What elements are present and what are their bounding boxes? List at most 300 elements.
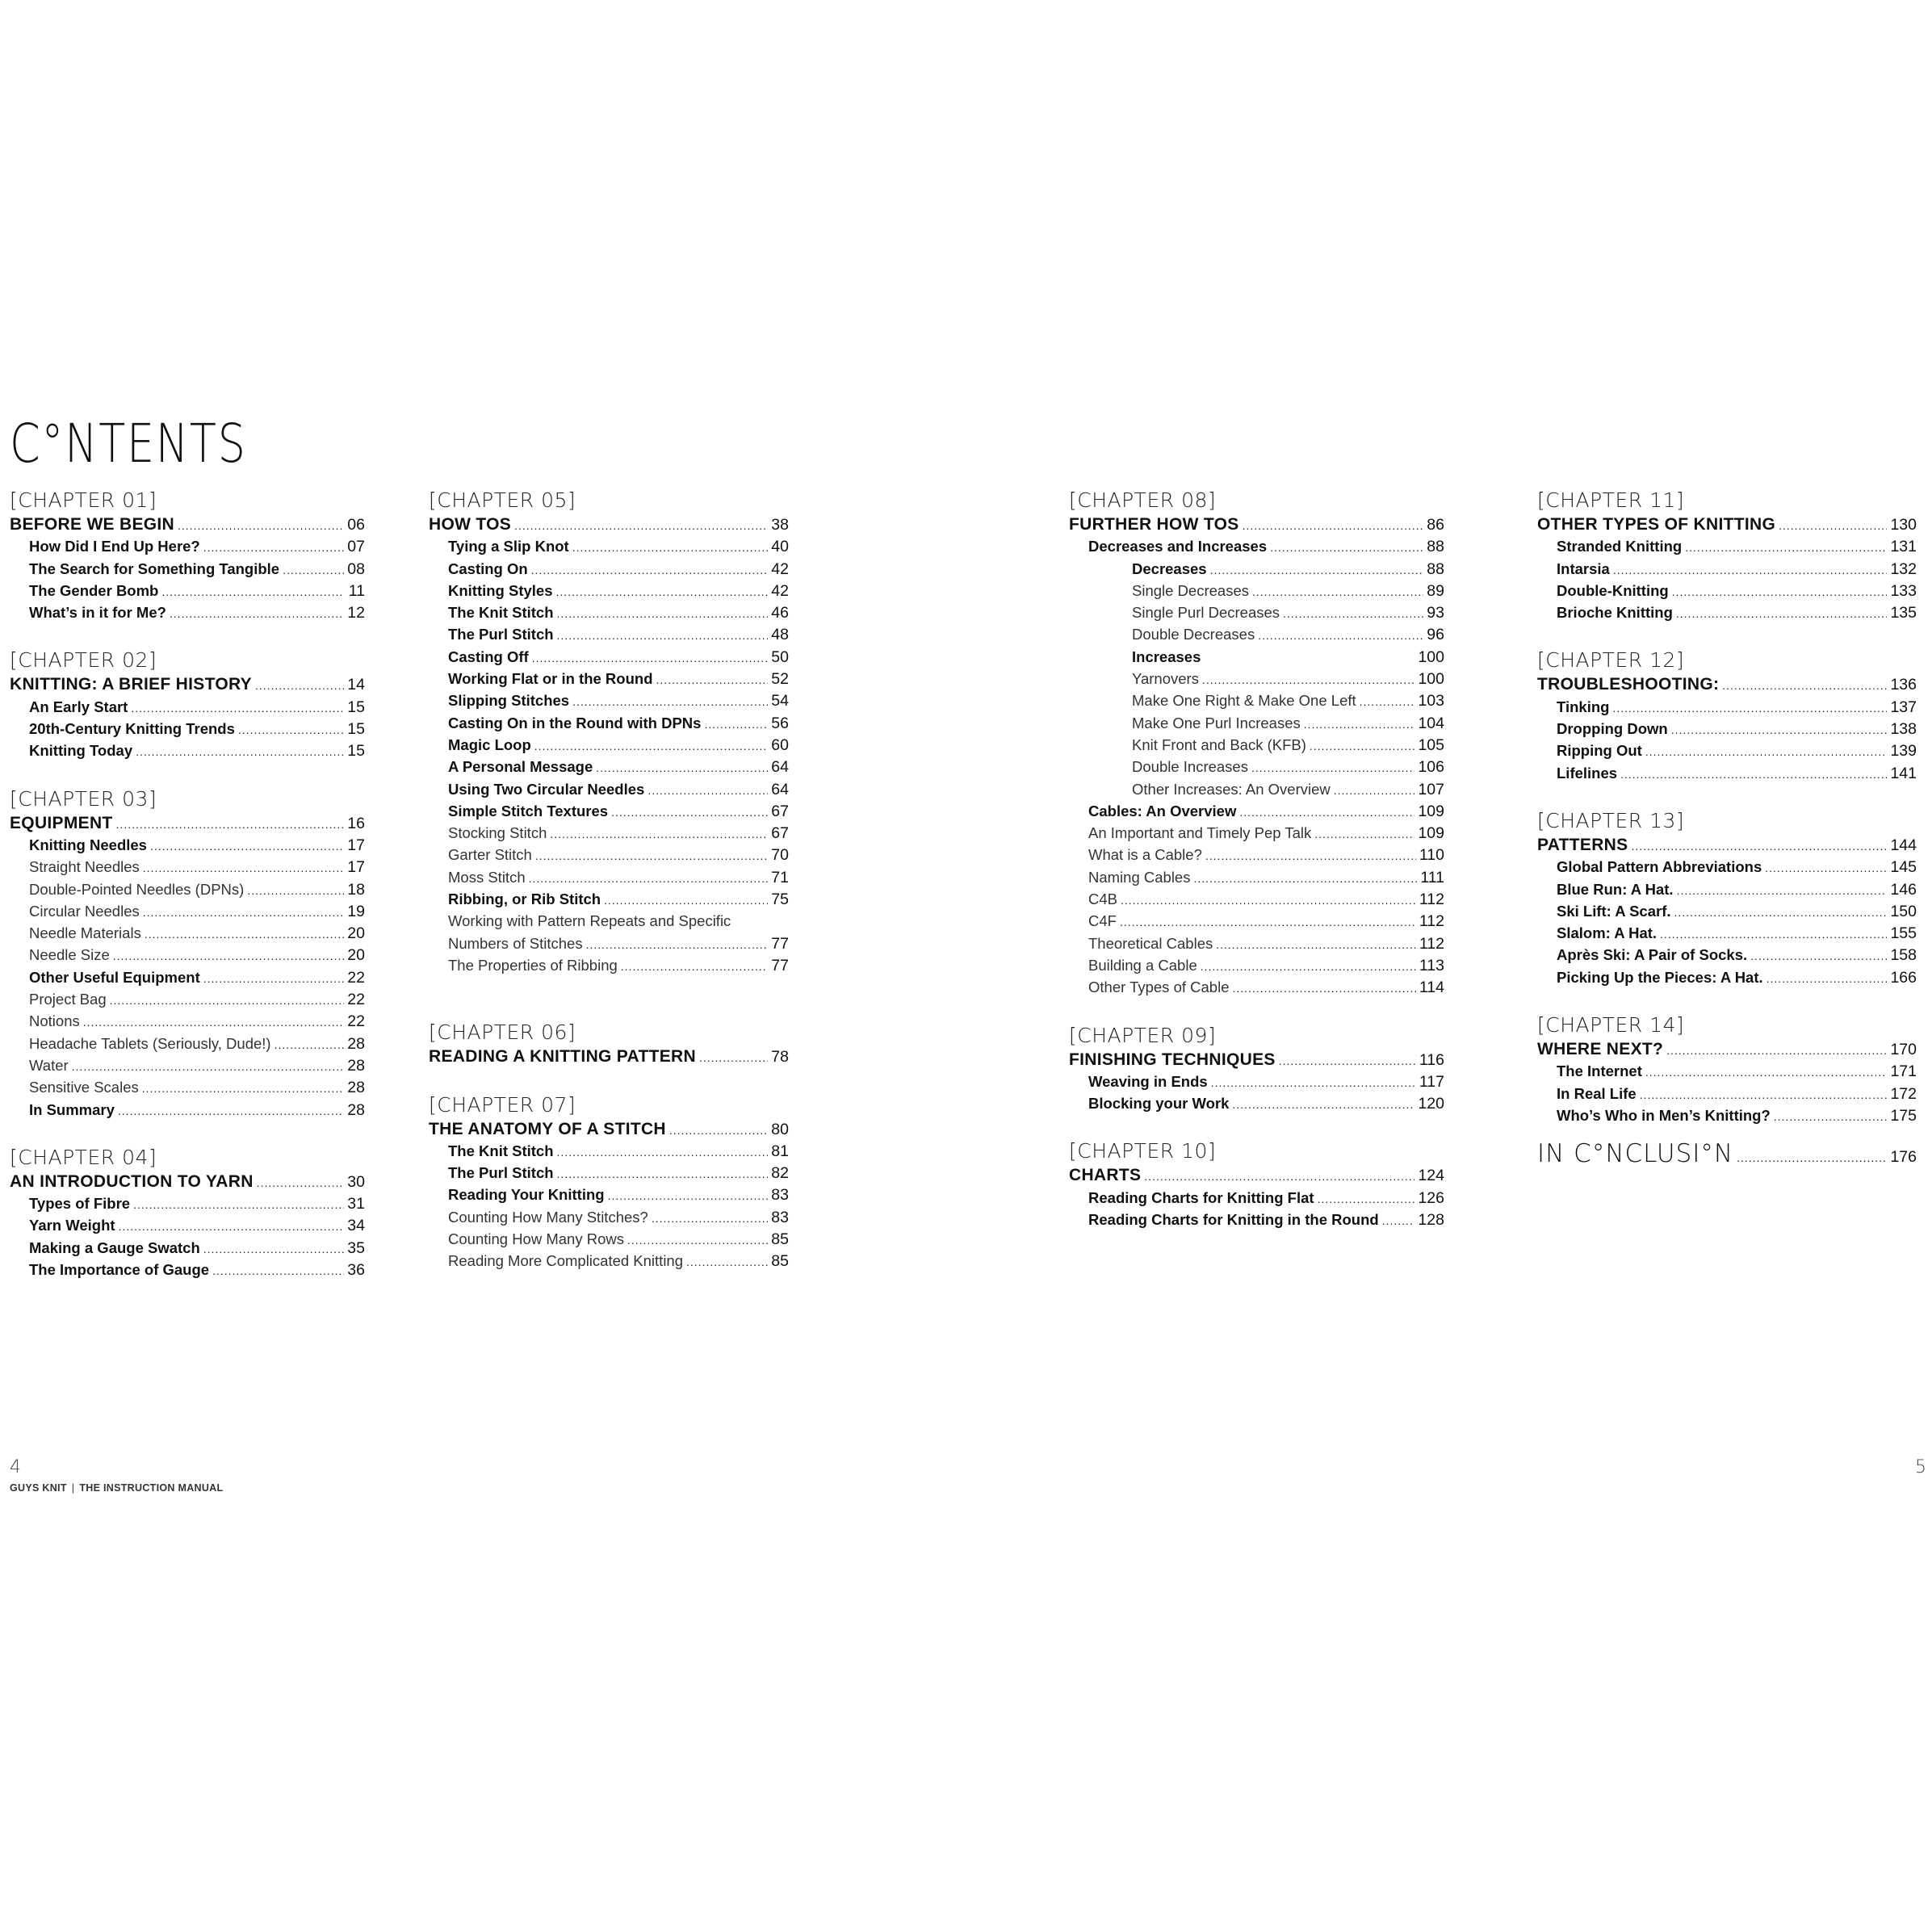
- entry-title: Picking Up the Pieces: A Hat.: [1557, 968, 1763, 986]
- dot-leader: [532, 647, 768, 669]
- toc-entry[interactable]: [10, 1054, 365, 1076]
- entry-page-number: 17: [347, 858, 365, 877]
- chapter-title-entry[interactable]: [10, 513, 365, 535]
- toc-entry[interactable]: [1537, 558, 1917, 580]
- entry-page-number: 107: [1418, 780, 1444, 798]
- chapter-title-entry[interactable]: [10, 812, 365, 834]
- chapter-title-entry[interactable]: [429, 1046, 789, 1067]
- dot-leader: [1677, 880, 1888, 902]
- entry-title: Slalom: A Hat.: [1557, 924, 1657, 942]
- entry-page-number: 104: [1418, 714, 1444, 732]
- entry-page-number: 77: [771, 934, 789, 953]
- entry-page-number: 40: [771, 538, 789, 556]
- dot-leader: [170, 603, 344, 625]
- chapter-title-entry[interactable]: [1069, 1164, 1444, 1186]
- dot-leader: [1310, 736, 1415, 757]
- entry-page-number: 19: [347, 902, 365, 920]
- dot-leader: [1360, 691, 1415, 713]
- toc-entry[interactable]: [10, 718, 365, 740]
- entry-title: The Purl Stitch: [448, 1164, 554, 1182]
- dot-leader: [608, 1185, 768, 1207]
- entry-title: Single Decreases: [1132, 581, 1249, 599]
- dot-leader: [1121, 890, 1416, 912]
- toc-entry[interactable]: [429, 689, 789, 711]
- entry-title: Casting On in the Round with DPNs: [448, 714, 702, 731]
- dot-leader: [534, 736, 768, 757]
- toc-entry[interactable]: [429, 822, 789, 844]
- entry-title: Types of Fibre: [29, 1195, 131, 1213]
- entry-title: Global Pattern Abbreviations: [1557, 858, 1762, 876]
- entry-page-number: 15: [347, 742, 365, 761]
- entry-page-number: 146: [1890, 880, 1917, 899]
- chapter-section: [429, 1092, 789, 1272]
- dot-leader: [1779, 515, 1887, 537]
- entry-page-number: 28: [347, 1079, 365, 1097]
- entry-title: Counting How Many Stitches?: [448, 1208, 648, 1226]
- chapter-title-entry[interactable]: [1537, 834, 1917, 856]
- entry-title: Making a Gauge Swatch: [29, 1238, 200, 1256]
- toc-entry[interactable]: [10, 856, 365, 878]
- toc-entry[interactable]: [1069, 734, 1444, 756]
- dot-leader: [586, 934, 768, 956]
- toc-entry[interactable]: [1069, 623, 1444, 645]
- entry-title: Double-Knitting: [1557, 581, 1669, 599]
- toc-entry[interactable]: [10, 966, 365, 988]
- chapter-label: [CHAPTER 10]: [1069, 1139, 1217, 1163]
- dot-leader: [257, 1172, 344, 1194]
- entry-page-number: 117: [1419, 1072, 1444, 1091]
- entry-title: TROUBLESHOOTING:: [1537, 675, 1720, 694]
- entry-title: Reading Charts for Knitting in the Round: [1088, 1211, 1379, 1229]
- entry-title: In Real Life: [1557, 1084, 1637, 1102]
- footer-separator: |: [71, 1482, 75, 1494]
- toc-entry[interactable]: [429, 844, 789, 865]
- toc-entry[interactable]: [429, 800, 789, 822]
- entry-title: PATTERNS: [1537, 835, 1628, 854]
- toc-entry[interactable]: [1537, 1060, 1917, 1082]
- chapter-label: [CHAPTER 02]: [10, 648, 157, 673]
- dot-leader: [145, 924, 344, 945]
- toc-entry[interactable]: [1069, 1071, 1444, 1092]
- footer-book-title: GUYS KNIT: [10, 1482, 67, 1494]
- toc-entry[interactable]: [10, 535, 365, 557]
- toc-entry[interactable]: [1537, 718, 1917, 740]
- dot-leader: [604, 890, 768, 912]
- entry-page-number: 18: [347, 880, 365, 899]
- entry-page-number: 145: [1890, 858, 1917, 877]
- toc-column-3: [1069, 488, 1444, 1230]
- toc-entry[interactable]: [10, 580, 365, 601]
- toc-entry[interactable]: [429, 580, 789, 601]
- entry-title: Garter Stitch: [448, 846, 532, 864]
- dot-leader: [1205, 845, 1416, 867]
- entry-page-number: 133: [1890, 581, 1917, 600]
- entry-title: Sensitive Scales: [29, 1079, 139, 1096]
- entry-title: EQUIPMENT: [10, 813, 113, 832]
- chapter-label: [CHAPTER 07]: [429, 1092, 576, 1117]
- chapter-section: [1069, 1023, 1444, 1115]
- entry-title: Notions: [29, 1012, 80, 1030]
- entry-page-number: 105: [1418, 736, 1444, 754]
- toc-entry[interactable]: [10, 988, 365, 1010]
- entry-page-number: 170: [1890, 1041, 1917, 1059]
- dot-leader: [1674, 902, 1888, 924]
- chapter-title-entry[interactable]: [429, 1118, 789, 1140]
- dot-leader: [514, 515, 768, 537]
- entry-title: Needle Size: [29, 946, 110, 964]
- entry-page-number: 22: [347, 991, 365, 1009]
- dot-leader: [611, 802, 768, 824]
- entry-title: Ribbing, or Rib Stitch: [448, 891, 601, 908]
- conclusion-entry[interactable]: [1537, 1138, 1917, 1170]
- chapter-title-entry[interactable]: [1537, 513, 1917, 535]
- entry-title: Other Useful Equipment: [29, 968, 200, 986]
- chapter-label: [CHAPTER 11]: [1537, 488, 1685, 512]
- toc-entry[interactable]: [429, 623, 789, 645]
- dot-leader: [556, 581, 768, 603]
- dot-leader: [1279, 1050, 1416, 1072]
- chapter-title-entry[interactable]: [1537, 673, 1917, 695]
- chapter-section: [10, 786, 365, 1121]
- toc-entry[interactable]: [1069, 1209, 1444, 1230]
- dot-leader: [557, 625, 768, 647]
- toc-entry[interactable]: [10, 1033, 365, 1054]
- entry-page-number: 22: [347, 968, 365, 987]
- entry-title: Double-Pointed Needles (DPNs): [29, 880, 245, 898]
- toc-entry[interactable]: [1537, 922, 1917, 944]
- toc-entry[interactable]: [1069, 756, 1444, 777]
- dot-leader: [627, 1230, 768, 1251]
- toc-entry[interactable]: [1537, 966, 1917, 988]
- toc-entry[interactable]: [1537, 696, 1917, 718]
- toc-entry[interactable]: [429, 712, 789, 734]
- entry-page-number: 77: [771, 956, 789, 974]
- toc-entry[interactable]: [1537, 1104, 1917, 1126]
- entry-page-number: 11: [348, 581, 365, 600]
- toc-entry[interactable]: [10, 1237, 365, 1259]
- entry-page-number: 128: [1418, 1211, 1444, 1230]
- toc-entry[interactable]: [1537, 740, 1917, 761]
- toc-entry[interactable]: [10, 1259, 365, 1280]
- dot-leader: [212, 1260, 344, 1282]
- entry-title: C4F: [1088, 912, 1117, 930]
- entry-title: Blue Run: A Hat.: [1557, 880, 1674, 898]
- entry-page-number: 07: [347, 538, 365, 556]
- dot-leader: [647, 780, 768, 802]
- dot-leader: [178, 515, 344, 537]
- toc-entry[interactable]: [1069, 558, 1444, 580]
- dot-leader: [1216, 934, 1416, 956]
- toc-entry[interactable]: [1537, 601, 1917, 623]
- toc-entry[interactable]: [1069, 646, 1444, 668]
- page-title: C°NTENTS: [10, 413, 247, 475]
- toc-entry[interactable]: [1069, 932, 1444, 954]
- toc-entry[interactable]: [429, 1228, 789, 1250]
- entry-title: BEFORE WE BEGIN: [10, 515, 175, 534]
- entry-page-number: 54: [771, 692, 789, 710]
- entry-page-number: 112: [1419, 891, 1444, 909]
- entry-page-number: 175: [1890, 1106, 1917, 1125]
- toc-entry[interactable]: [429, 1162, 789, 1184]
- dot-leader: [1645, 741, 1888, 763]
- entry-title: Headache Tablets (Seriously, Dude!): [29, 1034, 271, 1052]
- toc-entry[interactable]: [1069, 1092, 1444, 1114]
- toc-entry[interactable]: [10, 558, 365, 580]
- toc-entry[interactable]: [1537, 580, 1917, 601]
- chapter-section: [429, 488, 789, 976]
- dot-leader: [656, 669, 769, 691]
- toc-entry[interactable]: [429, 932, 789, 954]
- toc-entry[interactable]: [1069, 778, 1444, 800]
- toc-entry[interactable]: [429, 535, 789, 557]
- dot-leader: [247, 880, 344, 902]
- toc-entry[interactable]: [10, 1214, 365, 1236]
- entry-title: What’s in it for Me?: [29, 604, 166, 622]
- entry-page-number: 28: [347, 1056, 365, 1075]
- toc-entry[interactable]: [1069, 1187, 1444, 1209]
- toc-entry[interactable]: [10, 601, 365, 623]
- toc-entry[interactable]: [429, 1184, 789, 1205]
- entry-title: Make One Purl Increases: [1132, 714, 1301, 731]
- toc-entry[interactable]: [10, 740, 365, 761]
- toc-entry[interactable]: [429, 954, 789, 976]
- chapter-title-entry[interactable]: [1537, 1038, 1917, 1060]
- dot-leader: [1251, 757, 1414, 779]
- dot-leader: [1211, 1072, 1416, 1094]
- toc-entry[interactable]: [429, 910, 789, 932]
- dot-leader: [1334, 780, 1415, 802]
- entry-page-number: 100: [1418, 647, 1444, 666]
- chapter-title-entry[interactable]: [1069, 1049, 1444, 1071]
- entry-page-number: 30: [347, 1172, 365, 1191]
- toc-entry[interactable]: [1069, 844, 1444, 865]
- dot-leader: [531, 559, 768, 581]
- entry-page-number: 150: [1890, 902, 1917, 920]
- dot-leader: [1318, 1188, 1415, 1210]
- entry-page-number: 28: [347, 1034, 365, 1053]
- dot-leader: [113, 945, 344, 967]
- dot-leader: [1676, 603, 1888, 625]
- dot-leader: [1620, 764, 1887, 786]
- entry-title: An Important and Timely Pep Talk: [1088, 824, 1312, 842]
- entry-title: Decreases and Increases: [1088, 538, 1268, 555]
- chapter-section: [1537, 647, 1917, 783]
- toc-entry[interactable]: [10, 878, 365, 900]
- toc-entry[interactable]: [10, 922, 365, 944]
- entry-title: CHARTS: [1069, 1166, 1142, 1185]
- toc-entry[interactable]: [1069, 976, 1444, 998]
- toc-entry[interactable]: [1069, 689, 1444, 711]
- entry-title: In Summary: [29, 1100, 115, 1118]
- toc-entry[interactable]: [1069, 601, 1444, 623]
- entry-page-number: 46: [771, 604, 789, 622]
- entry-page-number: 111: [1420, 868, 1444, 886]
- dot-leader: [557, 1142, 768, 1163]
- entry-page-number: 136: [1890, 676, 1917, 694]
- dot-leader: [283, 559, 344, 581]
- entry-page-number: 50: [771, 647, 789, 666]
- dot-leader: [1382, 1210, 1415, 1232]
- toc-entry[interactable]: [10, 944, 365, 966]
- entry-page-number: 67: [771, 824, 789, 843]
- toc-entry[interactable]: [429, 734, 789, 756]
- dot-leader: [83, 1012, 344, 1033]
- toc-entry[interactable]: [10, 900, 365, 922]
- dot-leader: [1243, 515, 1423, 537]
- entry-title: How Did I End Up Here?: [29, 538, 200, 555]
- entry-page-number: 31: [347, 1195, 365, 1213]
- entry-title: AN INTRODUCTION TO YARN: [10, 1171, 254, 1191]
- chapter-section: [1537, 1012, 1917, 1126]
- entry-page-number: 36: [347, 1261, 365, 1280]
- entry-title: Building a Cable: [1088, 956, 1197, 974]
- entry-page-number: 141: [1890, 764, 1917, 782]
- toc-entry[interactable]: [429, 1250, 789, 1272]
- entry-title: The Properties of Ribbing: [448, 956, 618, 974]
- toc-entry[interactable]: [429, 558, 789, 580]
- entry-page-number: 88: [1427, 559, 1444, 578]
- toc-entry[interactable]: [10, 834, 365, 856]
- toc-entry[interactable]: [1537, 762, 1917, 784]
- toc-entry[interactable]: [1069, 910, 1444, 932]
- toc-entry[interactable]: [1069, 668, 1444, 689]
- entry-title: The Knit Stitch: [448, 1142, 554, 1159]
- entry-title: Magic Loop: [448, 736, 531, 753]
- toc-entry[interactable]: [1069, 800, 1444, 822]
- toc-entry[interactable]: [1537, 856, 1917, 878]
- toc-entry[interactable]: [1537, 944, 1917, 966]
- dot-leader: [143, 902, 344, 924]
- entry-page-number: 89: [1427, 581, 1444, 600]
- entry-page-number: 67: [771, 802, 789, 820]
- entry-page-number: 75: [771, 891, 789, 909]
- toc-entry[interactable]: [429, 668, 789, 689]
- toc-entry[interactable]: [429, 646, 789, 668]
- dot-leader: [1258, 625, 1423, 647]
- entry-page-number: 85: [771, 1230, 789, 1249]
- toc-entry[interactable]: [1069, 888, 1444, 910]
- toc-entry[interactable]: [1069, 712, 1444, 734]
- entry-title: Weaving in Ends: [1088, 1072, 1208, 1090]
- dot-leader: [1304, 714, 1415, 736]
- entry-page-number: 20: [347, 924, 365, 943]
- dot-leader: [203, 968, 344, 990]
- entry-title: What is a Cable?: [1088, 846, 1202, 864]
- toc-entry[interactable]: [10, 1010, 365, 1032]
- entry-page-number: 35: [347, 1238, 365, 1257]
- entry-title: Water: [29, 1056, 69, 1074]
- toc-entry[interactable]: [1069, 866, 1444, 888]
- dot-leader: [203, 537, 344, 559]
- toc-entry[interactable]: [1537, 1083, 1917, 1104]
- entry-title: Cables: An Overview: [1088, 802, 1237, 819]
- dot-leader: [1612, 698, 1887, 719]
- entry-title: Using Two Circular Needles: [448, 780, 645, 798]
- page-number-left: 4: [10, 1457, 21, 1477]
- dot-leader: [669, 1120, 768, 1142]
- dot-leader: [150, 836, 344, 857]
- entry-title: Simple Stitch Textures: [448, 802, 609, 819]
- toc-entry[interactable]: [10, 1099, 365, 1121]
- dot-leader: [116, 814, 344, 836]
- dot-leader: [1722, 675, 1887, 697]
- dot-leader: [142, 1078, 344, 1100]
- toc-entry[interactable]: [429, 778, 789, 800]
- dot-leader: [1120, 912, 1416, 933]
- toc-entry[interactable]: [429, 888, 789, 910]
- entry-page-number: 93: [1427, 604, 1444, 622]
- entry-title: Single Purl Decreases: [1132, 604, 1280, 622]
- entry-page-number: 48: [771, 626, 789, 644]
- entry-title: Reading Charts for Knitting Flat: [1088, 1188, 1314, 1206]
- entry-page-number: 34: [347, 1217, 365, 1235]
- entry-page-number: 139: [1890, 742, 1917, 761]
- chapter-title-entry[interactable]: [429, 513, 789, 535]
- toc-entry[interactable]: [1537, 900, 1917, 922]
- dot-leader: [1774, 1106, 1888, 1128]
- entry-page-number: 42: [771, 581, 789, 600]
- chapter-title-entry[interactable]: [1069, 513, 1444, 535]
- dot-leader: [572, 537, 768, 559]
- dot-leader: [1672, 581, 1888, 603]
- toc-entry[interactable]: [10, 1192, 365, 1214]
- entry-title: Après Ski: A Pair of Socks.: [1557, 946, 1748, 964]
- entry-page-number: 52: [771, 670, 789, 689]
- entry-page-number: 109: [1418, 824, 1444, 843]
- entry-title: Tinking: [1557, 698, 1610, 715]
- entry-page-number: 100: [1418, 670, 1444, 689]
- toc-entry[interactable]: [429, 866, 789, 888]
- entry-title: Blocking your Work: [1088, 1095, 1230, 1113]
- chapter-label: [CHAPTER 01]: [10, 488, 157, 512]
- toc-entry[interactable]: [1069, 954, 1444, 976]
- toc-entry[interactable]: [429, 1140, 789, 1162]
- dot-leader: [1232, 978, 1415, 1000]
- entry-page-number: 22: [347, 1012, 365, 1031]
- toc-entry[interactable]: [1537, 878, 1917, 900]
- toc-entry[interactable]: [1537, 535, 1917, 557]
- toc-entry[interactable]: [1069, 535, 1444, 557]
- entry-page-number: 109: [1418, 802, 1444, 820]
- entry-page-number: 82: [771, 1164, 789, 1183]
- entry-title: Straight Needles: [29, 858, 140, 876]
- toc-entry[interactable]: [429, 1206, 789, 1228]
- toc-entry[interactable]: [1069, 580, 1444, 601]
- entry-title: Other Increases: An Overview: [1132, 780, 1331, 798]
- chapter-title-entry[interactable]: [10, 1171, 365, 1192]
- conclusion-title: IN C°NCLUSI°N: [1537, 1139, 1734, 1169]
- toc-entry[interactable]: [429, 756, 789, 777]
- entry-page-number: 60: [771, 736, 789, 754]
- dot-leader: [110, 990, 344, 1012]
- entry-page-number: 135: [1890, 604, 1917, 622]
- entry-title: WHERE NEXT?: [1537, 1040, 1664, 1059]
- toc-entry[interactable]: [10, 696, 365, 718]
- entry-title: The Search for Something Tangible: [29, 559, 280, 577]
- toc-entry[interactable]: [10, 1076, 365, 1098]
- chapter-title-entry[interactable]: [10, 673, 365, 695]
- toc-entry[interactable]: [429, 601, 789, 623]
- chapter-section: [1537, 808, 1917, 988]
- entry-page-number: 64: [771, 780, 789, 798]
- toc-entry[interactable]: [1069, 822, 1444, 844]
- dot-leader: [1314, 824, 1414, 845]
- entry-page-number: 80: [771, 1120, 789, 1138]
- chapter-label: [CHAPTER 06]: [429, 1020, 576, 1045]
- page-number-right: 5: [1915, 1457, 1926, 1477]
- dot-leader: [1201, 956, 1416, 978]
- entry-page-number: 172: [1890, 1084, 1917, 1103]
